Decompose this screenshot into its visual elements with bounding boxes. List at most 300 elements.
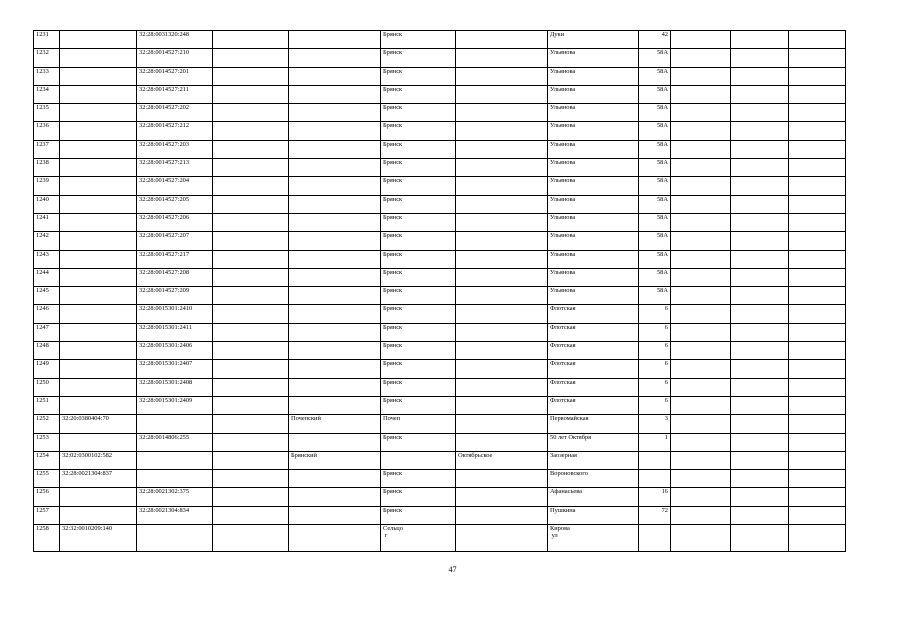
empty-cell — [213, 360, 289, 378]
empty-cell — [213, 31, 289, 49]
empty-cell — [731, 140, 789, 158]
empty-cell — [671, 506, 731, 524]
house-number-cell: 72 — [639, 506, 671, 524]
district-cell — [289, 140, 381, 158]
city-cell: Брянск — [381, 470, 456, 488]
empty-cell — [213, 104, 289, 122]
house-number-cell: 58А — [639, 85, 671, 103]
row-number-cell: 1253 — [34, 433, 60, 451]
cadastral-number-cell — [137, 470, 213, 488]
empty-cell — [671, 49, 731, 67]
city-cell: Брянск — [381, 177, 456, 195]
table-row — [34, 67, 846, 85]
cadastral-number-cell: 32:28:0015301:2408 — [137, 378, 213, 396]
empty-cell — [789, 122, 846, 140]
house-number-cell: 42 — [639, 31, 671, 49]
cadastral-number-cell — [60, 250, 137, 268]
street-cell: 50 лет Октября — [548, 433, 639, 451]
cadastral-number-cell: 32:28:0014527:208 — [137, 268, 213, 286]
cadastral-number-cell: 32:28:0014527:211 — [137, 85, 213, 103]
street-cell: Ульянова — [548, 177, 639, 195]
empty-cell — [671, 159, 731, 177]
empty-cell — [213, 250, 289, 268]
row-number-cell: 1254 — [34, 451, 60, 469]
empty-cell — [789, 213, 846, 231]
empty-cell — [671, 268, 731, 286]
table-row — [34, 159, 846, 177]
table-row — [34, 250, 846, 268]
row-number-cell: 1234 — [34, 85, 60, 103]
cadastral-number-cell — [60, 287, 137, 305]
city-cell: Брянск — [381, 396, 456, 414]
district-cell — [289, 470, 381, 488]
empty-cell — [213, 268, 289, 286]
city-cell: Брянск — [381, 342, 456, 360]
empty-cell — [731, 85, 789, 103]
empty-cell — [213, 195, 289, 213]
table-row — [34, 451, 846, 469]
house-number-cell: 6 — [639, 360, 671, 378]
empty-cell — [731, 268, 789, 286]
settlement-cell — [456, 305, 548, 323]
street-cell: Ульянова — [548, 49, 639, 67]
empty-cell — [213, 159, 289, 177]
empty-cell — [213, 305, 289, 323]
row-number-cell: 1236 — [34, 122, 60, 140]
cadastral-number-cell — [137, 415, 213, 433]
empty-cell — [213, 342, 289, 360]
table-row — [34, 122, 846, 140]
table-row — [34, 104, 846, 122]
table-row — [34, 177, 846, 195]
cadastral-number-cell — [60, 433, 137, 451]
row-number-cell: 1232 — [34, 49, 60, 67]
table-row — [34, 31, 846, 49]
table-row — [34, 488, 846, 506]
house-number-cell: 16 — [639, 488, 671, 506]
empty-cell — [731, 177, 789, 195]
empty-cell — [213, 213, 289, 231]
empty-cell — [671, 342, 731, 360]
city-cell: Брянск — [381, 195, 456, 213]
empty-cell — [731, 488, 789, 506]
city-cell: Брянск — [381, 287, 456, 305]
cadastral-number-cell — [60, 506, 137, 524]
table-row — [34, 213, 846, 231]
cadastral-number-cell — [60, 360, 137, 378]
settlement-cell — [456, 378, 548, 396]
settlement-cell — [456, 232, 548, 250]
house-number-cell: 58А — [639, 49, 671, 67]
table-row — [34, 49, 846, 67]
cadastral-number-cell — [60, 488, 137, 506]
cadastral-number-cell — [137, 451, 213, 469]
district-cell — [289, 378, 381, 396]
house-number-cell: 58А — [639, 159, 671, 177]
row-number-cell: 1252 — [34, 415, 60, 433]
empty-cell — [213, 433, 289, 451]
empty-cell — [731, 31, 789, 49]
empty-cell — [789, 159, 846, 177]
settlement-cell — [456, 415, 548, 433]
empty-cell — [213, 451, 289, 469]
street-cell: Пушкина — [548, 506, 639, 524]
empty-cell — [213, 177, 289, 195]
empty-cell — [789, 250, 846, 268]
city-cell: Брянск — [381, 488, 456, 506]
city-cell: Брянск — [381, 250, 456, 268]
settlement-cell — [456, 433, 548, 451]
empty-cell — [213, 396, 289, 414]
cadastral-number-cell: 32:28:0015301:2406 — [137, 342, 213, 360]
house-number-cell: 6 — [639, 342, 671, 360]
empty-cell — [789, 85, 846, 103]
settlement-cell — [456, 268, 548, 286]
cadastral-number-cell: 32:28:0021304:837 — [60, 470, 137, 488]
empty-cell — [731, 470, 789, 488]
street-cell: Ульянова — [548, 268, 639, 286]
table-row — [34, 287, 846, 305]
district-cell — [289, 104, 381, 122]
city-cell: Сельцо г — [381, 525, 456, 552]
table-row — [34, 85, 846, 103]
empty-cell — [789, 488, 846, 506]
empty-cell — [671, 323, 731, 341]
empty-cell — [789, 104, 846, 122]
cadastral-number-cell: 32:28:0014527:206 — [137, 213, 213, 231]
house-number-cell: 58А — [639, 232, 671, 250]
empty-cell — [671, 470, 731, 488]
district-cell — [289, 287, 381, 305]
house-number-cell: 6 — [639, 396, 671, 414]
table-row — [34, 232, 846, 250]
city-cell: Брянск — [381, 232, 456, 250]
settlement-cell — [456, 396, 548, 414]
city-cell: Почеп — [381, 415, 456, 433]
empty-cell — [789, 268, 846, 286]
district-cell — [289, 31, 381, 49]
cadastral-number-cell: 32:28:0014527:212 — [137, 122, 213, 140]
empty-cell — [731, 525, 789, 552]
table-row — [34, 525, 846, 552]
cadastral-number-cell: 32:02:0300102:582 — [60, 451, 137, 469]
cadastral-number-cell: 32:28:0014527:217 — [137, 250, 213, 268]
empty-cell — [213, 287, 289, 305]
row-number-cell: 1246 — [34, 305, 60, 323]
empty-cell — [213, 488, 289, 506]
settlement-cell — [456, 49, 548, 67]
settlement-cell — [456, 342, 548, 360]
row-number-cell: 1238 — [34, 159, 60, 177]
city-cell: Брянск — [381, 140, 456, 158]
empty-cell — [213, 378, 289, 396]
district-cell — [289, 305, 381, 323]
empty-cell — [671, 488, 731, 506]
house-number-cell — [639, 525, 671, 552]
empty-cell — [671, 213, 731, 231]
house-number-cell: 3 — [639, 415, 671, 433]
cadastral-number-cell: 32:28:0014527:204 — [137, 177, 213, 195]
empty-cell — [789, 470, 846, 488]
row-number-cell: 1255 — [34, 470, 60, 488]
street-cell: Вороновского — [548, 470, 639, 488]
district-cell — [289, 122, 381, 140]
city-cell — [381, 451, 456, 469]
cadastral-number-cell — [60, 104, 137, 122]
empty-cell — [731, 396, 789, 414]
cadastral-number-cell: 32:28:0015301:2407 — [137, 360, 213, 378]
cadastral-number-cell: 32:28:0021302:375 — [137, 488, 213, 506]
street-cell: Флотская — [548, 396, 639, 414]
empty-cell — [213, 140, 289, 158]
settlement-cell — [456, 525, 548, 552]
empty-cell — [213, 232, 289, 250]
house-number-cell: 58А — [639, 213, 671, 231]
empty-cell — [789, 287, 846, 305]
cadastral-number-cell: 32:20:0380404:70 — [60, 415, 137, 433]
city-cell: Брянск — [381, 378, 456, 396]
empty-cell — [671, 415, 731, 433]
cadastral-number-cell — [60, 67, 137, 85]
empty-cell — [671, 451, 731, 469]
district-cell — [289, 360, 381, 378]
row-number-cell: 1249 — [34, 360, 60, 378]
house-number-cell: 58А — [639, 104, 671, 122]
city-cell: Брянск — [381, 49, 456, 67]
table-row — [34, 433, 846, 451]
district-cell — [289, 268, 381, 286]
district-cell — [289, 85, 381, 103]
house-number-cell: 58А — [639, 67, 671, 85]
row-number-cell: 1237 — [34, 140, 60, 158]
settlement-cell — [456, 213, 548, 231]
table-row — [34, 415, 846, 433]
cadastral-number-cell — [60, 232, 137, 250]
district-cell — [289, 49, 381, 67]
city-cell: Брянск — [381, 213, 456, 231]
empty-cell — [213, 525, 289, 552]
house-number-cell: 58А — [639, 250, 671, 268]
district-cell — [289, 506, 381, 524]
empty-cell — [671, 177, 731, 195]
street-cell: Заозерная — [548, 451, 639, 469]
row-number-cell: 1247 — [34, 323, 60, 341]
cadastral-number-cell: 32:28:0014527:209 — [137, 287, 213, 305]
street-cell: Дуки — [548, 31, 639, 49]
district-cell: Брянский — [289, 451, 381, 469]
district-cell — [289, 250, 381, 268]
street-cell: Ульянова — [548, 250, 639, 268]
cadastral-number-cell: 32:28:0014527:207 — [137, 232, 213, 250]
table-row — [34, 506, 846, 524]
empty-cell — [731, 104, 789, 122]
empty-cell — [789, 323, 846, 341]
district-cell — [289, 433, 381, 451]
district-cell — [289, 159, 381, 177]
table-row — [34, 396, 846, 414]
empty-cell — [789, 195, 846, 213]
cadastral-number-cell — [60, 85, 137, 103]
row-number-cell: 1250 — [34, 378, 60, 396]
empty-cell — [671, 104, 731, 122]
empty-cell — [731, 232, 789, 250]
cadastral-number-cell: 32:28:0014527:202 — [137, 104, 213, 122]
cadastral-number-cell — [60, 213, 137, 231]
empty-cell — [789, 415, 846, 433]
cadastral-number-cell — [60, 305, 137, 323]
cadastral-number-cell: 32:28:0021304:834 — [137, 506, 213, 524]
street-cell: Ульянова — [548, 159, 639, 177]
street-cell: Первомайская — [548, 415, 639, 433]
row-number-cell: 1256 — [34, 488, 60, 506]
cadastral-number-cell — [60, 122, 137, 140]
city-cell: Брянск — [381, 433, 456, 451]
cadastral-number-cell — [60, 195, 137, 213]
street-cell: Флотская — [548, 378, 639, 396]
city-cell: Брянск — [381, 85, 456, 103]
empty-cell — [671, 433, 731, 451]
district-cell — [289, 396, 381, 414]
house-number-cell: 58А — [639, 122, 671, 140]
empty-cell — [731, 433, 789, 451]
house-number-cell: 1 — [639, 433, 671, 451]
empty-cell — [789, 177, 846, 195]
row-number-cell: 1241 — [34, 213, 60, 231]
street-cell: Ульянова — [548, 85, 639, 103]
cadastral-number-cell: 32:28:0014527:203 — [137, 140, 213, 158]
settlement-cell — [456, 323, 548, 341]
house-number-cell: 6 — [639, 305, 671, 323]
empty-cell — [789, 31, 846, 49]
empty-cell — [671, 360, 731, 378]
house-number-cell: 58А — [639, 195, 671, 213]
empty-cell — [789, 506, 846, 524]
row-number-cell: 1240 — [34, 195, 60, 213]
street-cell: Флотская — [548, 305, 639, 323]
city-cell: Брянск — [381, 323, 456, 341]
empty-cell — [789, 342, 846, 360]
district-cell — [289, 525, 381, 552]
settlement-cell — [456, 287, 548, 305]
district-cell — [289, 342, 381, 360]
empty-cell — [213, 323, 289, 341]
table-row — [34, 360, 846, 378]
row-number-cell: 1258 — [34, 525, 60, 552]
settlement-cell — [456, 104, 548, 122]
page-number: 47 — [448, 565, 457, 574]
cadastral-number-cell — [60, 268, 137, 286]
settlement-cell — [456, 122, 548, 140]
settlement-cell — [456, 159, 548, 177]
district-cell — [289, 67, 381, 85]
row-number-cell: 1251 — [34, 396, 60, 414]
city-cell: Брянск — [381, 506, 456, 524]
row-number-cell: 1257 — [34, 506, 60, 524]
settlement-cell — [456, 67, 548, 85]
empty-cell — [789, 140, 846, 158]
row-number-cell: 1235 — [34, 104, 60, 122]
settlement-cell — [456, 250, 548, 268]
settlement-cell: Октябрьское — [456, 451, 548, 469]
settlement-cell — [456, 31, 548, 49]
empty-cell — [213, 85, 289, 103]
empty-cell — [731, 342, 789, 360]
cadastral-number-cell: 32:28:0014806:255 — [137, 433, 213, 451]
city-cell: Брянск — [381, 360, 456, 378]
cadastral-number-cell: 32:32:0010209:140 — [60, 525, 137, 552]
empty-cell — [731, 305, 789, 323]
house-number-cell — [639, 470, 671, 488]
empty-cell — [213, 49, 289, 67]
street-cell: Ульянова — [548, 122, 639, 140]
empty-cell — [671, 122, 731, 140]
street-cell: Афанасьева — [548, 488, 639, 506]
street-cell: Ульянова — [548, 67, 639, 85]
empty-cell — [671, 195, 731, 213]
empty-cell — [671, 525, 731, 552]
house-number-cell — [639, 451, 671, 469]
district-cell — [289, 177, 381, 195]
cadastral-number-cell — [60, 342, 137, 360]
empty-cell — [789, 396, 846, 414]
row-number-cell: 1243 — [34, 250, 60, 268]
empty-cell — [213, 415, 289, 433]
house-number-cell: 58А — [639, 287, 671, 305]
city-cell: Брянск — [381, 31, 456, 49]
settlement-cell — [456, 470, 548, 488]
table-row — [34, 470, 846, 488]
cadastral-number-cell: 32:28:0014527:210 — [137, 49, 213, 67]
empty-cell — [731, 506, 789, 524]
register-table — [33, 30, 846, 552]
empty-cell — [731, 451, 789, 469]
cadastral-number-cell: 32:28:0014527:201 — [137, 67, 213, 85]
row-number-cell: 1233 — [34, 67, 60, 85]
street-cell: Флотская — [548, 342, 639, 360]
street-cell: Кирова ул — [548, 525, 639, 552]
empty-cell — [731, 49, 789, 67]
table-row — [34, 305, 846, 323]
empty-cell — [671, 67, 731, 85]
cadastral-number-cell — [60, 140, 137, 158]
street-cell: Ульянова — [548, 232, 639, 250]
empty-cell — [789, 232, 846, 250]
cadastral-number-cell: 32:28:0015301:2410 — [137, 305, 213, 323]
row-number-cell: 1248 — [34, 342, 60, 360]
cadastral-number-cell — [60, 177, 137, 195]
street-cell: Флотская — [548, 323, 639, 341]
settlement-cell — [456, 360, 548, 378]
district-cell — [289, 195, 381, 213]
empty-cell — [731, 67, 789, 85]
empty-cell — [731, 360, 789, 378]
cadastral-number-cell: 32:28:0015301:2411 — [137, 323, 213, 341]
settlement-cell — [456, 506, 548, 524]
district-cell — [289, 323, 381, 341]
empty-cell — [731, 378, 789, 396]
empty-cell — [213, 67, 289, 85]
cadastral-number-cell — [60, 49, 137, 67]
street-cell: Ульянова — [548, 213, 639, 231]
empty-cell — [731, 195, 789, 213]
empty-cell — [789, 49, 846, 67]
cadastral-number-cell: 32:28:0014527:205 — [137, 195, 213, 213]
empty-cell — [789, 378, 846, 396]
city-cell: Брянск — [381, 159, 456, 177]
empty-cell — [789, 451, 846, 469]
empty-cell — [731, 250, 789, 268]
cadastral-number-cell: 32:28:0031320:248 — [137, 31, 213, 49]
